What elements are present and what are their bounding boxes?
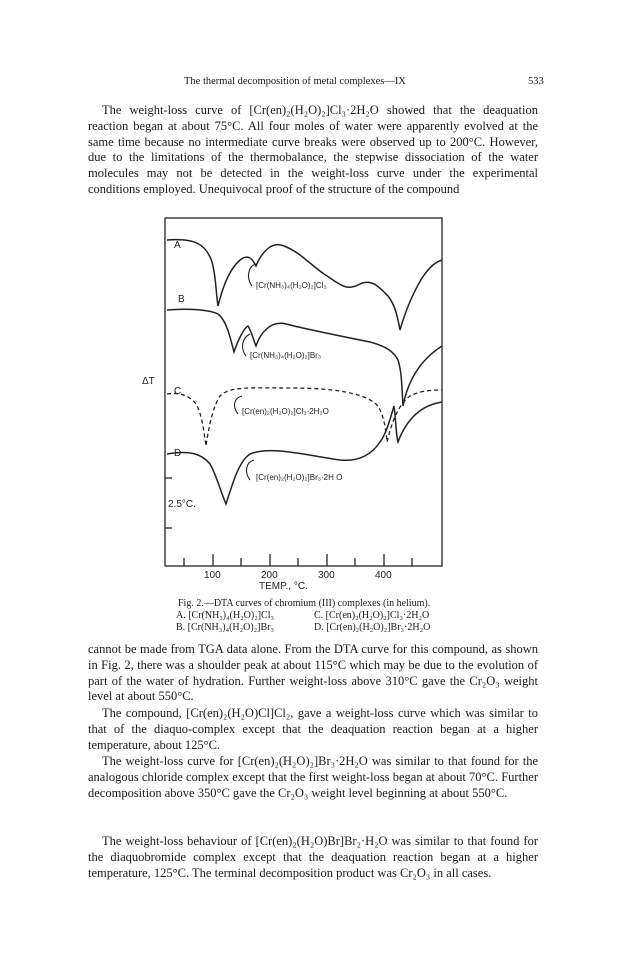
curve-formula-d: [Cr(en)₂(H₂O)₂]Br₃·2H O (256, 473, 343, 482)
paragraph-intro: The weight-loss curve of [Cr(en)₂(H₂O)₂]Cl₃·2H₂O showed that the deaquation reaction began at about 75°C. All four moles of water were apparently evolved at the same time because no intermediate curve breaks were observed up to 200°C. However, due to the limitations of the thermobalance, the stepwise dissociation of the water molecules may not be detected in the weight-loss curve under the experimental conditions employed. Unequivocal proof of the structure of the compound (88, 103, 538, 196)
dta-figure (140, 210, 470, 590)
dta-curve-c (167, 388, 442, 446)
running-title: The thermal decomposition of metal complexes—IX (184, 76, 406, 87)
x-tick-label-400: 400 (375, 570, 392, 581)
formula-hook-d (247, 460, 254, 480)
x-tick-label-200: 200 (261, 570, 278, 581)
caption-item-a: A. [Cr(NH₃)₄(H₂O)₂]Cl₃ (176, 610, 274, 621)
caption-item-d: D. [Cr(en)₂(H₂O)₂]Br₃·2H₂O (314, 622, 431, 633)
paragraph-2: The compound, [Cr(en)₂(H₂O)Cl]Cl₂, gave a weight-loss curve which was similar to that of the diaquo-complex except that the deaquation reaction began at a higher temperature, about 125°C. (88, 706, 538, 752)
curve-label-b: B (178, 294, 185, 305)
curve-label-a: A (174, 240, 181, 251)
curve-formula-c: [Cr(en)₂(H₂O)₂]Cl₃·2H₂O (242, 407, 329, 416)
paragraph-4: The weight-loss behaviour of [Cr(en)₂(H₂O)Br]Br₂·H₂O was similar to that found for the diaquobromide complex except that the deaquation reaction began at a higher temperature, 125°C. The terminal decomposition product was Cr₂O₃ in all cases. (88, 834, 538, 880)
caption-item-b: B. [Cr(NH₃)₄(H₂O)₂]Br₃ (176, 622, 274, 633)
paragraph-3: The weight-loss curve for [Cr(en)₂(H₂O)₂]Br₃·2H₂O was similar to that found for the analogous chloride complex except that the first weight-loss began at about 70°C. Further decomposition above 350°C gave the Cr₂O₃ weight level beginning at about 550°C. (88, 754, 538, 800)
curve-formula-a: [Cr(NH₃)₄(H₂O)₂]Cl₃ (256, 281, 327, 290)
curve-label-d: D (174, 448, 182, 459)
paragraph-1: cannot be made from TGA data alone. From the DTA curve for this compound, as shown in Fig. 2, there was a shoulder peak at about 115°C which may be due to the evolution of part of the water of hydration. Further weight-loss above 310°C gave the Cr₂O₃ weight level at about 550°C. (88, 642, 538, 704)
plot-frame (165, 218, 442, 566)
scale-label: 2.5°C. (168, 499, 196, 510)
running-header (0, 76, 624, 92)
x-tick-marks (184, 554, 412, 566)
caption-item-c: C. [Cr(en)₂(H₂O)₂]Cl₃·2H₂O (314, 610, 430, 621)
curve-formula-b: [Cr(NH₃)₄(H₂O)₂]Br₃ (250, 351, 322, 360)
formula-hook-c (235, 396, 242, 414)
x-tick-label-300: 300 (318, 570, 335, 581)
y-axis-label: ΔT (142, 376, 155, 387)
dta-curve-d (167, 402, 442, 504)
x-axis-label: TEMP., °C. (259, 581, 308, 590)
caption-title: Fig. 2.—DTA curves of chromium (III) complexes (in helium). (178, 598, 431, 609)
formula-hook-b (243, 334, 250, 356)
page-number: 533 (528, 76, 544, 87)
formula-hook-a (249, 264, 256, 286)
dta-chart (140, 210, 470, 590)
curve-label-c: C (174, 386, 182, 397)
x-tick-label-100: 100 (204, 570, 221, 581)
